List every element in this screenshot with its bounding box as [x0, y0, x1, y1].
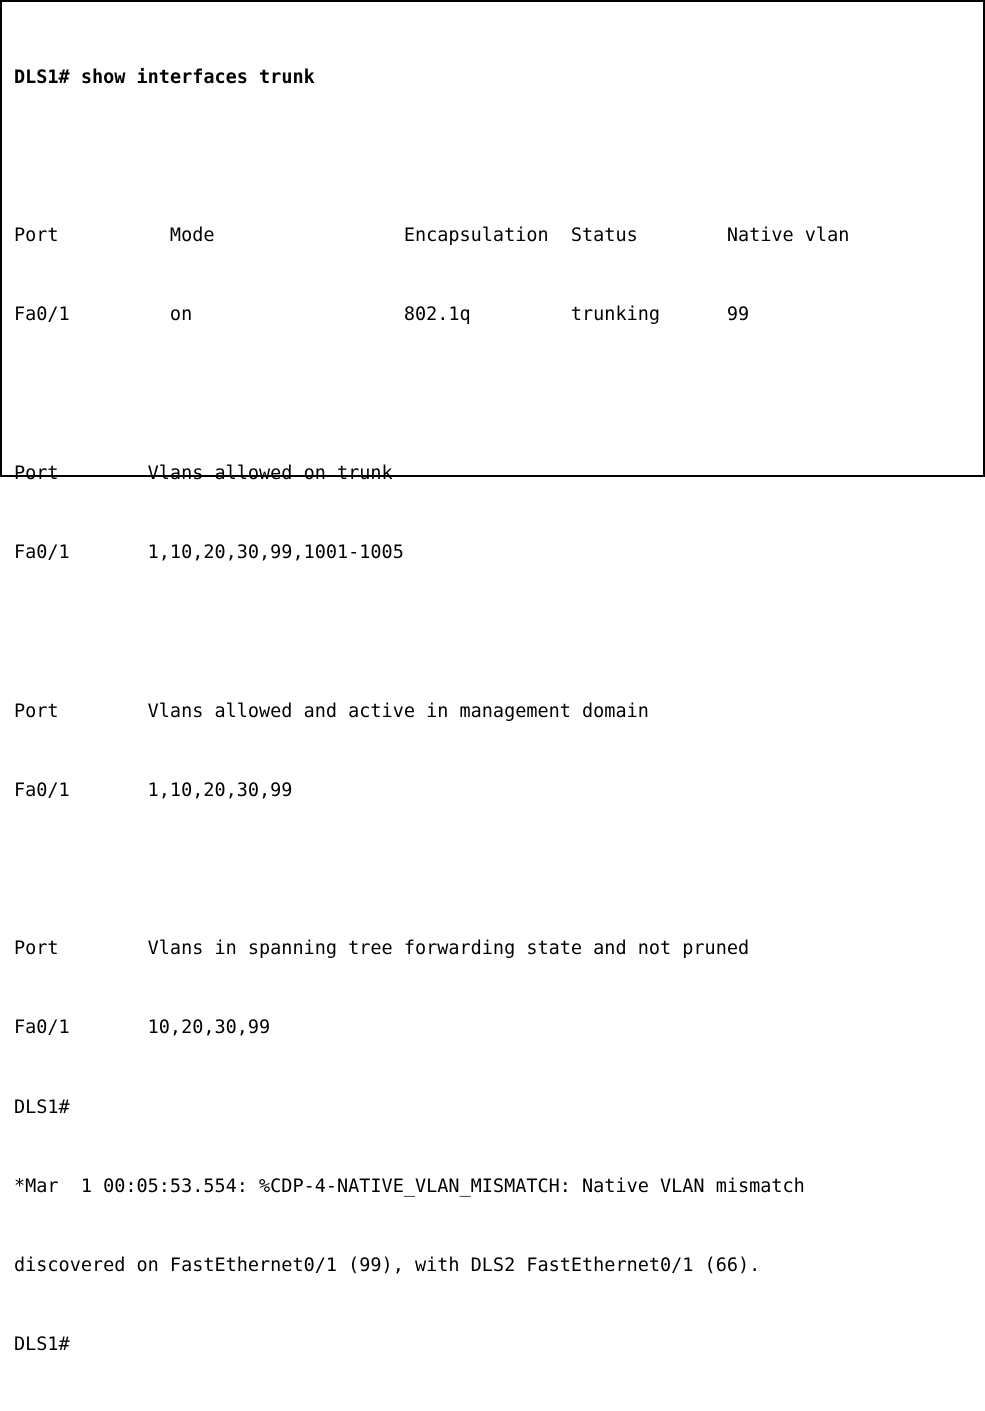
output-line: Port Mode Encapsulation Status Native vlan: [14, 225, 850, 247]
output-line: Port Vlans allowed on trunk: [14, 462, 393, 484]
output-line: Fa0/1 1,10,20,30,99,1001-1005: [14, 542, 404, 564]
command-text: show interfaces trunk: [69, 66, 315, 88]
output-line: DLS1#: [14, 1096, 70, 1118]
command-line: [14, 65, 971, 91]
output-line: [14, 382, 971, 408]
output-line: DLS1#: [14, 1334, 70, 1356]
output-line: [14, 857, 971, 883]
output-line: *Mar 1 00:05:53.554: %CDP-4-NATIVE_VLAN_MISMATCH: Native VLAN mismatch: [14, 1175, 805, 1197]
output-line: discovered on FastEthernet0/1 (99), with DLS2 FastEthernet0/1 (66).: [14, 1255, 761, 1277]
output-line: Port Vlans allowed and active in management domain: [14, 700, 649, 722]
output-line: Fa0/1 10,20,30,99: [14, 1017, 271, 1039]
terminal-output[interactable]: [2, 2, 983, 1411]
output-line: [14, 144, 971, 170]
output-line: Fa0/1 1,10,20,30,99: [14, 779, 293, 801]
prompt-label: DLS1#: [14, 66, 70, 88]
output-line: [14, 619, 971, 645]
output-line: Port Vlans in spanning tree forwarding state and not pruned: [14, 938, 750, 960]
output-line: Fa0/1 on 802.1q trunking 99: [14, 304, 750, 326]
